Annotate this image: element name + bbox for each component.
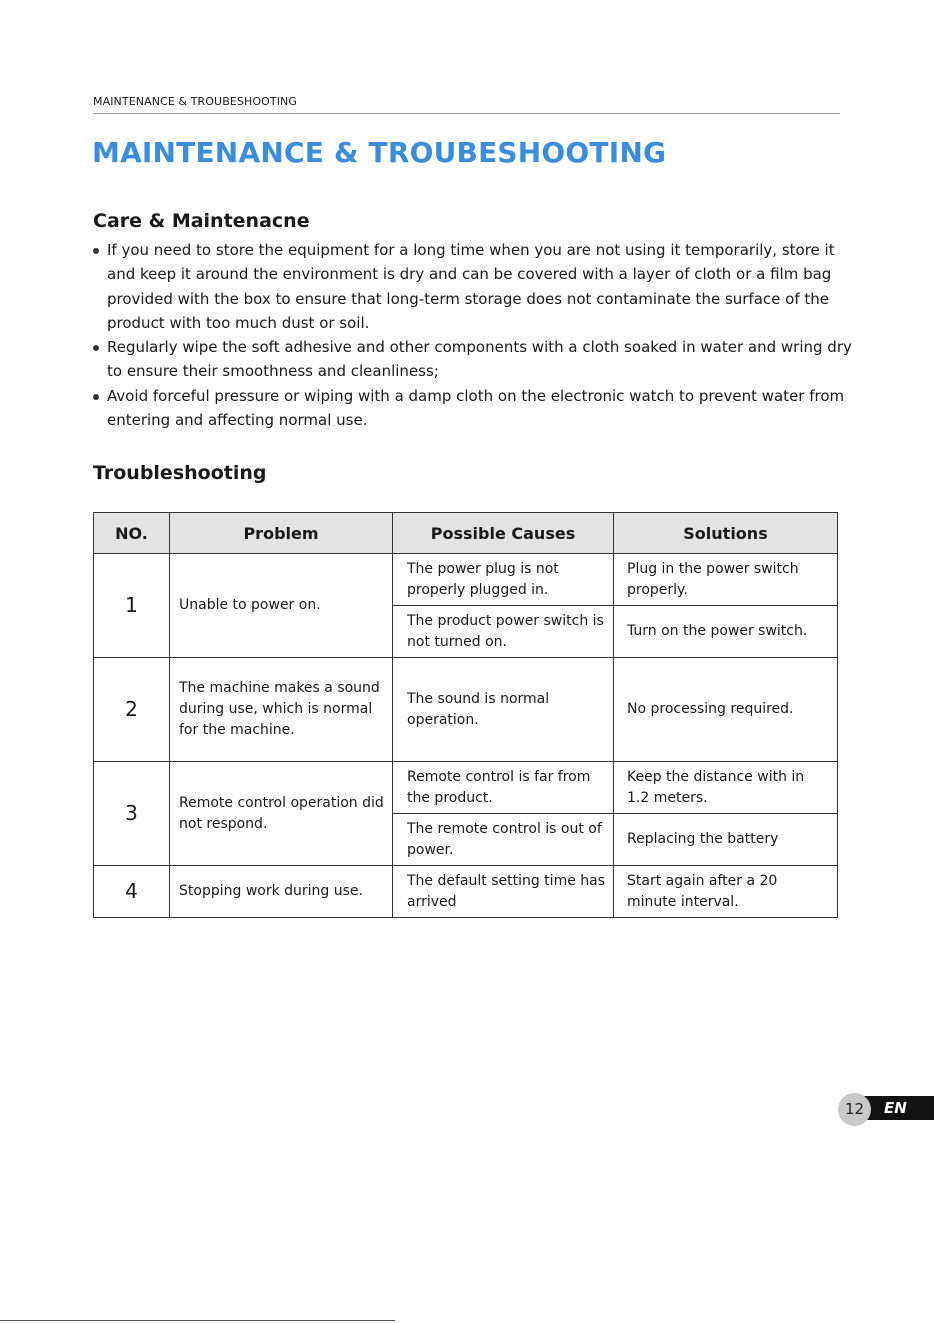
problem-cell: Remote control operation did not respond. xyxy=(170,762,393,866)
page-title: MAINTENANCE & TROUBESHOOTING xyxy=(92,136,667,169)
table-row xyxy=(94,658,838,762)
care-item xyxy=(93,238,853,335)
header-divider xyxy=(93,113,840,114)
cause-cell: The sound is normal operation. xyxy=(393,658,614,762)
row-number: 4 xyxy=(94,866,170,918)
table-row xyxy=(94,866,838,918)
table-header-row xyxy=(94,513,838,554)
language-label: EN xyxy=(884,1099,907,1117)
column-header-problem: Problem xyxy=(170,513,393,554)
column-header-no: NO. xyxy=(94,513,170,554)
solution-cell: Plug in the power switch properly. xyxy=(614,554,838,606)
care-list xyxy=(93,238,853,432)
care-item xyxy=(93,335,853,384)
bullet-icon xyxy=(93,345,99,351)
bullet-icon xyxy=(93,248,99,254)
solution-cell: No processing required. xyxy=(614,658,838,762)
row-number: 2 xyxy=(94,658,170,762)
solution-cell: Start again after a 20 minute interval. xyxy=(614,866,838,918)
problem-cell: Stopping work during use. xyxy=(170,866,393,918)
running-header: MAINTENANCE & TROUBESHOOTING xyxy=(93,95,297,108)
row-number: 1 xyxy=(94,554,170,658)
cause-cell: The power plug is not properly plugged in. xyxy=(393,554,614,606)
cause-cell: The remote control is out of power. xyxy=(393,814,614,866)
problem-cell: The machine makes a sound during use, which is normal for the machine. xyxy=(170,658,393,762)
troubleshooting-heading: Troubleshooting xyxy=(93,462,267,484)
solution-cell: Replacing the battery xyxy=(614,814,838,866)
care-heading: Care & Maintenacne xyxy=(93,210,310,232)
solution-cell: Turn on the power switch. xyxy=(614,606,838,658)
cause-cell: The product power switch is not turned on. xyxy=(393,606,614,658)
bullet-icon xyxy=(93,394,99,400)
care-item xyxy=(93,384,853,433)
column-header-causes: Possible Causes xyxy=(393,513,614,554)
page-number: 12 xyxy=(838,1093,871,1126)
troubleshooting-table xyxy=(93,512,838,918)
care-item-text: Avoid forceful pressure or wiping with a damp cloth on the electronic watch to prevent water from entering and affecting normal use. xyxy=(107,386,845,430)
cause-cell: Remote control is far from the product. xyxy=(393,762,614,814)
column-header-solutions: Solutions xyxy=(614,513,838,554)
care-item-text: If you need to store the equipment for a long time when you are not using it temporarily, store it and keep it around the environment is dry and can be covered with a layer of cloth or a film bag provided with the box to ensure that long-term storage does not contaminate the surface of the product with too much dust or soil. xyxy=(107,241,835,332)
problem-cell: Unable to power on. xyxy=(170,554,393,658)
care-item-text: Regularly wipe the soft adhesive and other components with a cloth soaked in water and wring dry to ensure their smoothness and cleanliness; xyxy=(107,338,852,381)
page-badge xyxy=(838,1093,934,1126)
cause-cell: The default setting time has arrived xyxy=(393,866,614,918)
row-number: 3 xyxy=(94,762,170,866)
footer-divider xyxy=(0,1320,395,1321)
solution-cell: Keep the distance with in 1.2 meters. xyxy=(614,762,838,814)
table-row xyxy=(94,554,838,606)
table-row xyxy=(94,762,838,814)
